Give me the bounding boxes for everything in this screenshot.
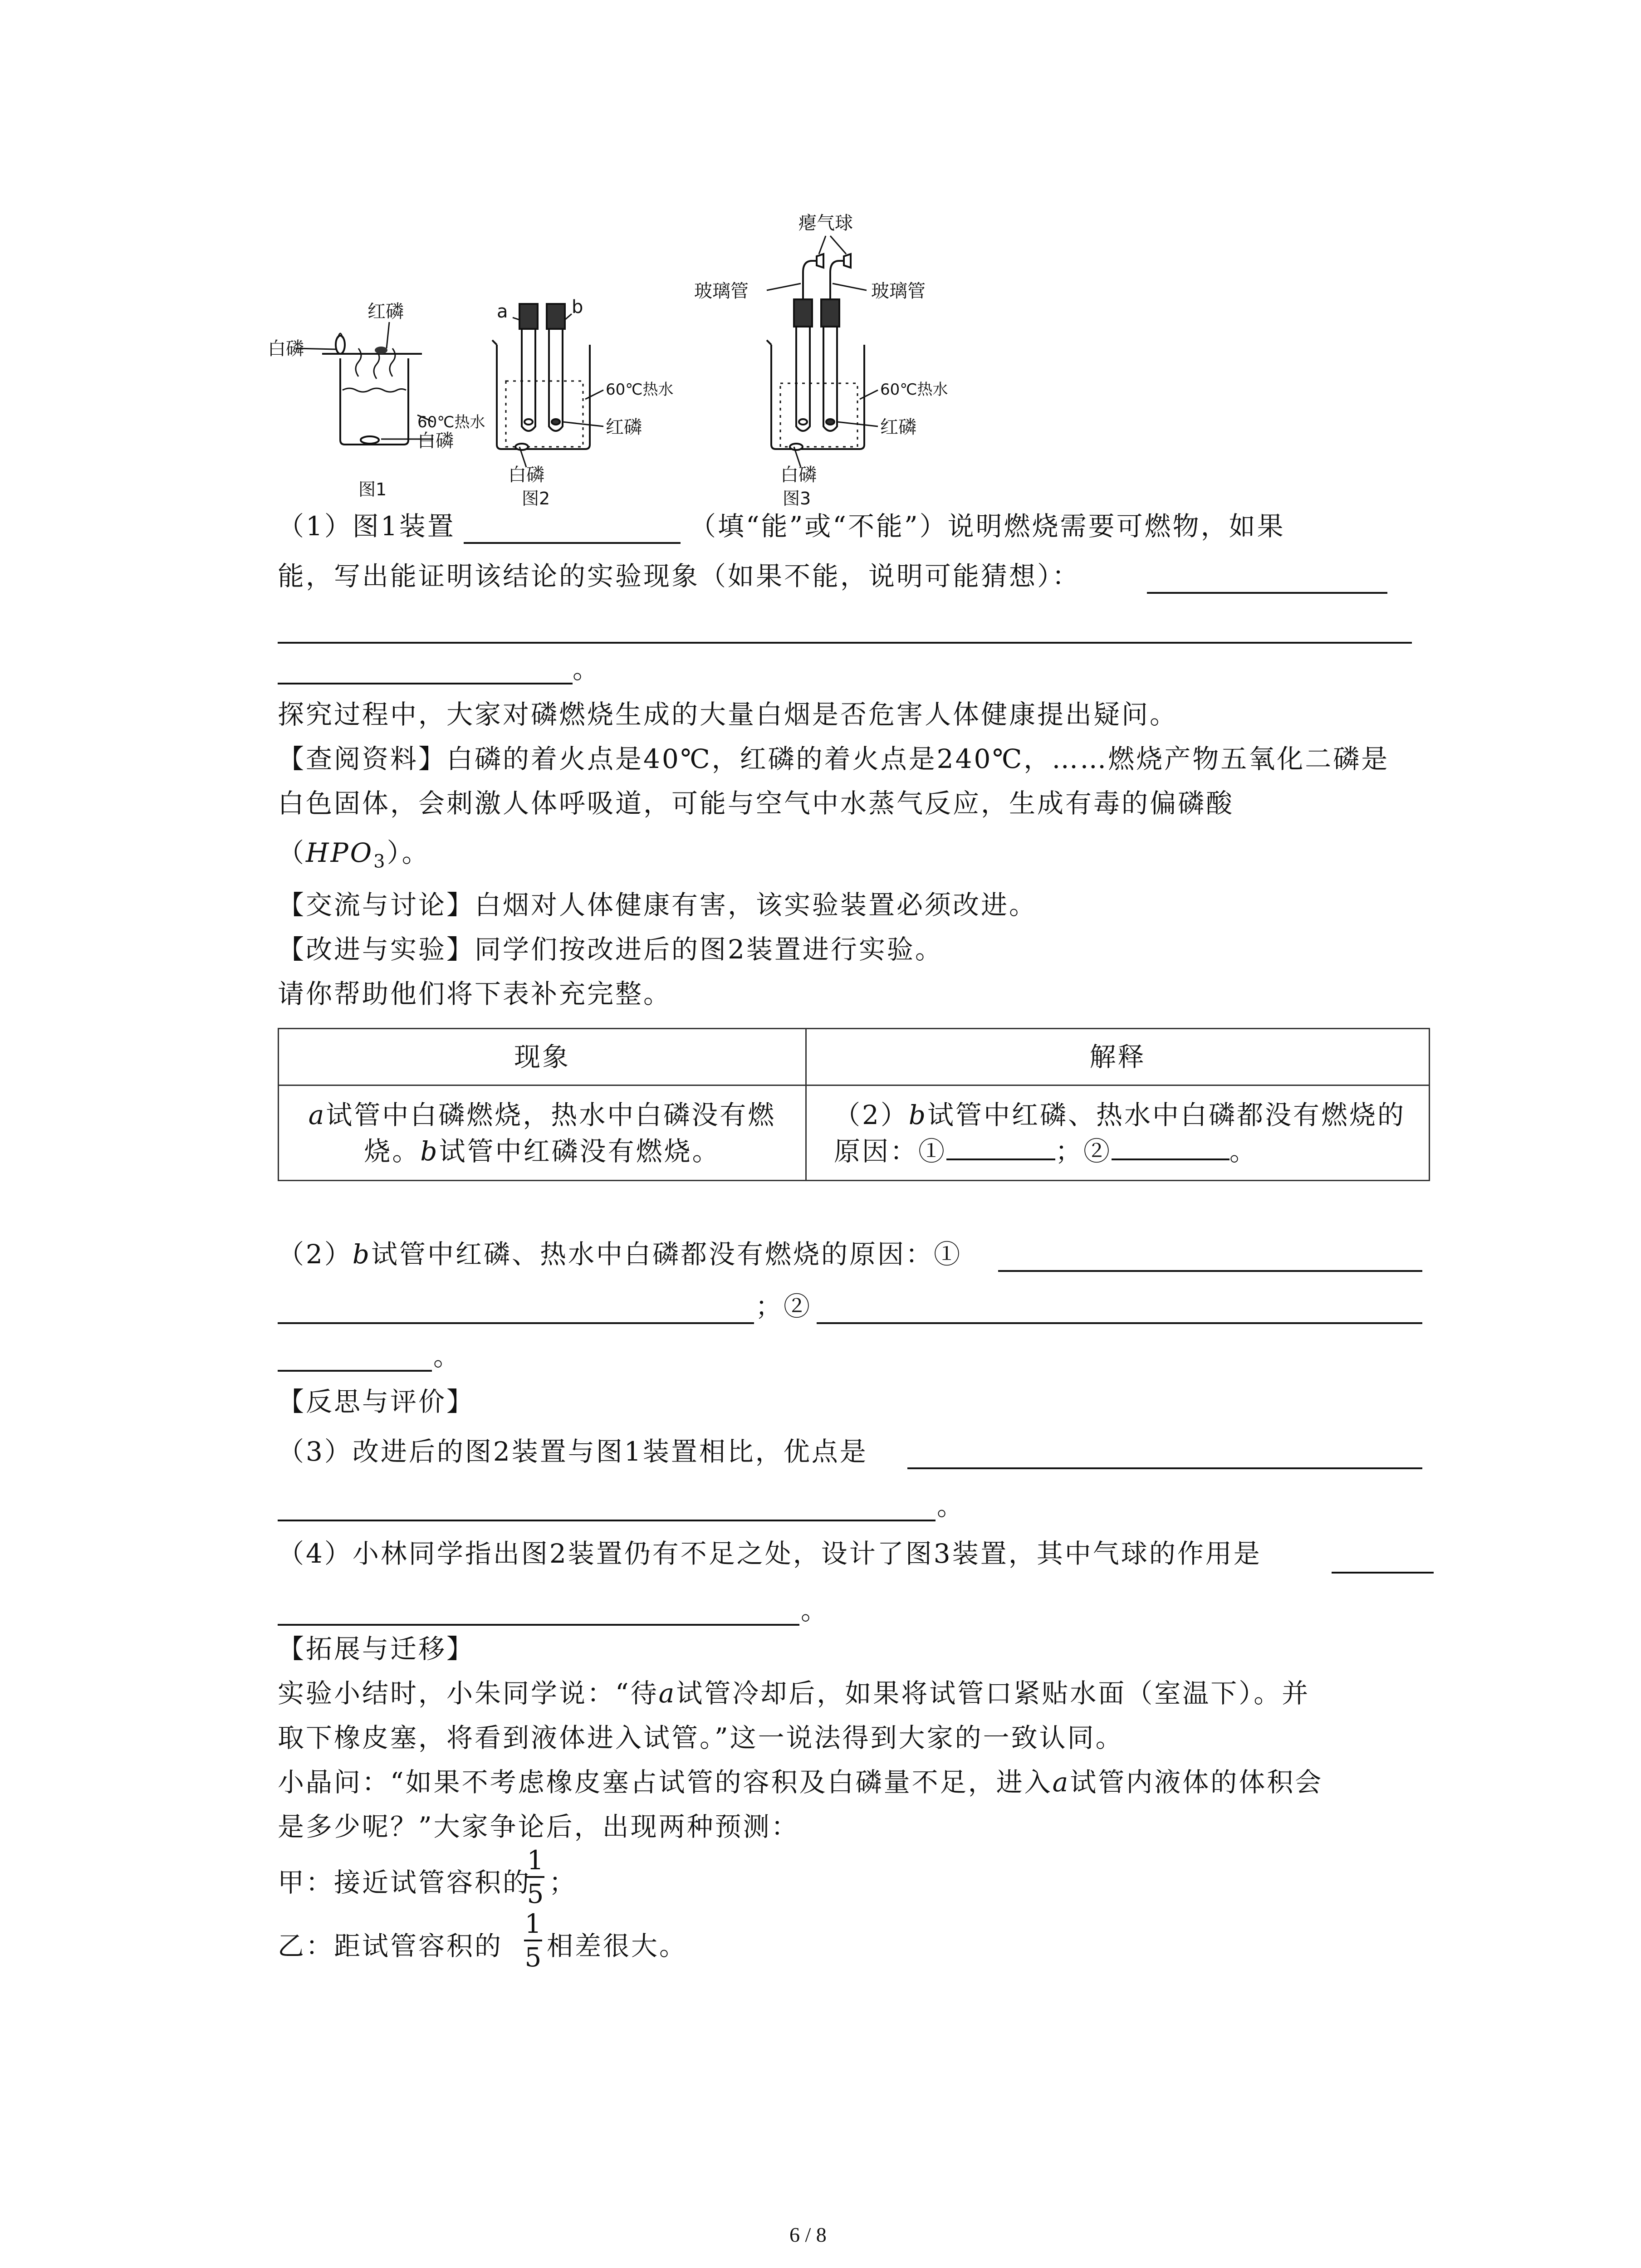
ziliao-line1: 【查阅资料】白磷的着火点是40℃，红磷的着火点是240℃，……燃烧产物五氧化二磷是 <box>278 743 1390 774</box>
fig3-label-glass-right: 玻璃管 <box>871 281 926 302</box>
page-number: 6 / 8 <box>789 2223 827 2246</box>
figure-3-with-balloon <box>767 236 878 467</box>
figure-1-burning-on-plate <box>296 322 433 445</box>
ziliao-line2: 白色固体，会刺激人体呼吸道，可能与空气中水蒸气反应，生成有毒的偏磷酸 <box>278 788 1234 819</box>
q3-end: 。 <box>937 1491 965 1521</box>
jia-text: 甲：接近试管容积的 <box>278 1867 531 1898</box>
yi-text: 乙：距试管容积的 <box>278 1931 503 1961</box>
fig3-label-glass-left: 玻璃管 <box>694 281 749 302</box>
fig3-label-water: 60℃热水 <box>880 381 948 399</box>
q4-text: （4）小林同学指出图2装置仍有不足之处，设计了图3装置，其中气球的作用是 <box>278 1538 1262 1569</box>
fig3-label-hongling: 红磷 <box>880 417 916 438</box>
fig2-label-b: b <box>572 297 583 318</box>
q3-text: （3）改进后的图2装置与图1装置相比，优点是 <box>278 1436 868 1467</box>
yi-end: 相差很大。 <box>547 1931 688 1961</box>
p2-line2: 是多少呢？”大家争论后，出现两种预测： <box>278 1811 799 1842</box>
q2-text: （2）b试管中红磷、热水中白磷都没有燃烧的原因：① <box>278 1239 962 1270</box>
q4-end: 。 <box>801 1595 829 1626</box>
fig2-label-water: 60℃热水 <box>606 381 674 399</box>
result-table <box>278 1028 1430 1181</box>
fig1-label-bailing: 白磷 <box>268 338 304 359</box>
jia-fraction: 1 5 <box>527 1845 544 1909</box>
q1-answer-blank-1[interactable] <box>464 542 681 544</box>
yi-fraction: 1 5 <box>524 1908 542 1973</box>
table-blank-1[interactable] <box>946 1136 1055 1160</box>
formula-hpo3: HPO <box>306 837 374 868</box>
q2-answer-blank-3[interactable] <box>817 1322 1422 1324</box>
q4-answer-blank-1[interactable] <box>1332 1572 1434 1574</box>
q1-answer-blank-2[interactable] <box>1147 592 1387 594</box>
jia-end: ； <box>549 1867 578 1898</box>
gaijin-text: 【改进与实验】同学们按改进后的图2装置进行实验。 <box>278 934 943 965</box>
q2-answer-blank-1[interactable] <box>998 1270 1422 1272</box>
fig2-label-bailing: 白磷 <box>508 464 544 485</box>
p2-line1: 小晶问：“如果不考虑橡皮塞占试管的容积及白磷量不足，进入a试管内液体的体积会 <box>278 1767 1323 1798</box>
figure-caption-3: 图3 <box>783 489 811 508</box>
qingni-text: 请你帮助他们将下表补充完整。 <box>278 978 672 1009</box>
tuozhan-heading: 【拓展与迁移】 <box>278 1633 475 1664</box>
table-cell-explanation: （2）b试管中红磷、热水中白磷都没有燃烧的 原因：① ；② 。 <box>806 1085 1430 1181</box>
table-cell-phenomenon: a试管中白磷燃烧，热水中白磷没有燃 烧。b试管中红磷没有燃烧。 <box>279 1085 806 1181</box>
q2-answer-blank-2[interactable] <box>278 1322 754 1324</box>
q1-prefix: （1）图1装置 <box>278 511 456 542</box>
jiaoliu-text: 【交流与讨论】白烟对人体健康有害，该实验装置必须改进。 <box>278 890 1038 920</box>
q2-answer-blank-4[interactable] <box>278 1370 432 1372</box>
intro-text: 探究过程中，大家对磷燃烧生成的大量白烟是否危害人体健康提出疑问。 <box>278 699 1178 730</box>
q3-answer-blank-2[interactable] <box>278 1520 936 1521</box>
q2-end: 。 <box>433 1341 462 1372</box>
table-header-phenomenon: 现象 <box>279 1029 806 1085</box>
q1-line2: 能，写出能证明该结论的实验现象（如果不能，说明可能猜想）： <box>278 561 1081 591</box>
q2-mid: ；② <box>755 1291 812 1322</box>
apparatus-figure <box>268 209 975 508</box>
table-blank-2[interactable] <box>1112 1136 1230 1160</box>
fig1-label-hongling: 红磷 <box>367 301 404 322</box>
q1-end: 。 <box>573 654 601 684</box>
q1-answer-blank-4[interactable] <box>278 683 573 684</box>
figure-caption-2: 图2 <box>522 489 550 508</box>
fig1-label-water: 60℃热水 <box>417 413 485 431</box>
q1-suffix: （填“能”或“不能”）说明燃烧需要可燃物，如果 <box>690 511 1285 542</box>
fig2-label-hongling: 红磷 <box>606 417 642 438</box>
fansi-heading: 【反思与评价】 <box>278 1386 475 1417</box>
fig3-label-balloon: 瘪气球 <box>798 213 853 234</box>
figure-2-test-tubes <box>492 304 603 467</box>
p1-line1: 实验小结时，小朱同学说：“待a试管冷却后，如果将试管口紧贴水面（室温下）。并 <box>278 1678 1310 1709</box>
fig1-label-bailing-bottom: 白磷 <box>417 430 454 451</box>
ziliao-formula-line: $(HPO_3)$。 <box>278 837 430 872</box>
fig3-label-bailing: 白磷 <box>780 464 817 485</box>
q4-answer-blank-2[interactable] <box>278 1624 799 1626</box>
q1-answer-blank-3[interactable] <box>278 642 1412 644</box>
table-header-explanation: 解释 <box>806 1029 1430 1085</box>
q3-answer-blank-1[interactable] <box>907 1467 1422 1469</box>
p1-line2: 取下橡皮塞，将看到液体进入试管。”这一说法得到大家的一致认同。 <box>278 1722 1124 1753</box>
fig2-label-a: a <box>497 301 508 322</box>
figure-caption-1: 图1 <box>358 479 387 499</box>
